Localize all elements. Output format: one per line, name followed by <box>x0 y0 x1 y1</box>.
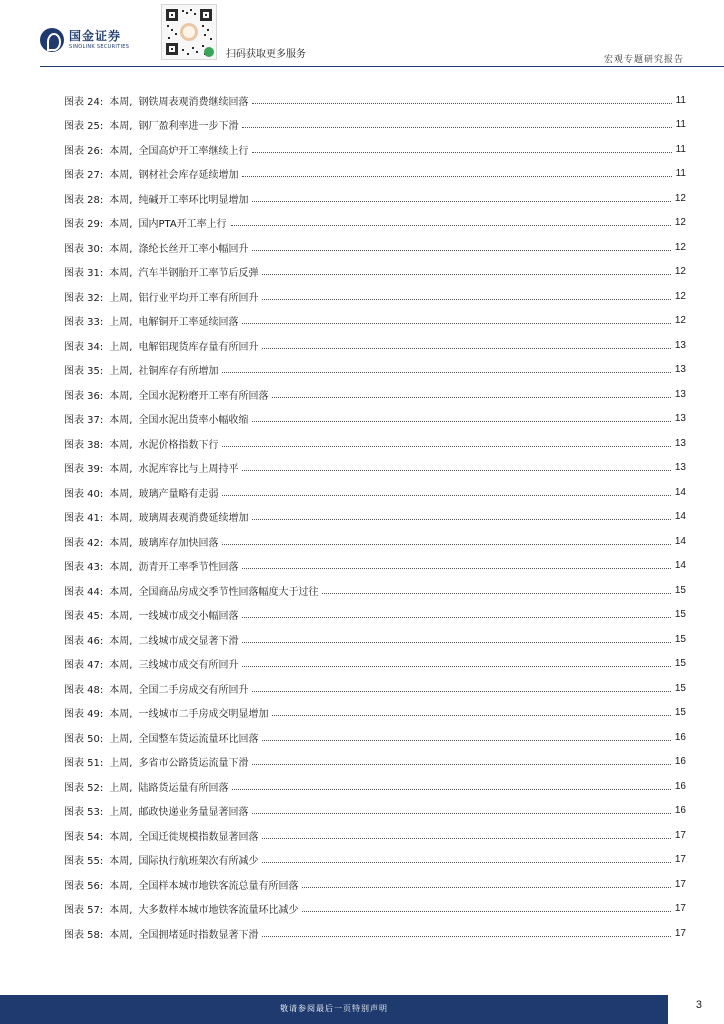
toc-entry-title: 铝行业平均开工率有所回升 <box>138 292 259 304</box>
toc-entry-title: 全国水泥粉磨开工率有所回落 <box>138 390 269 402</box>
toc-dot-leader <box>262 936 670 937</box>
toc-entry-title: 电解铝现货库存量有所回升 <box>138 341 259 353</box>
toc-entry-page: 13 <box>674 413 686 425</box>
toc-entry-title: 全国迁徙规模指数显著回落 <box>138 831 259 843</box>
report-type-label: 宏观专题研究报告 <box>603 55 684 65</box>
toc-dot-leader <box>222 544 670 545</box>
toc-entry-page: 14 <box>674 486 686 498</box>
toc-entry[interactable] <box>64 260 686 285</box>
toc-entry-week: 本周, <box>109 439 133 451</box>
toc-entry-title: 大多数样本城市地铁客流量环比减少 <box>138 905 299 917</box>
toc-entry[interactable] <box>64 823 686 848</box>
toc-entry-title: 玻璃产量略有走弱 <box>138 488 219 500</box>
toc-entry-label: 图表 26: <box>64 145 104 157</box>
toc-entry-title: 国内PTA开工率上行 <box>138 219 227 231</box>
toc-entry-week: 上周, <box>109 292 133 304</box>
toc-entry-page: 17 <box>674 829 686 841</box>
toc-entry-label: 图表 53: <box>64 807 104 819</box>
toc-entry-week: 本周, <box>109 660 133 672</box>
toc-entry-week: 本周, <box>109 170 133 182</box>
toc-entry[interactable] <box>64 137 686 162</box>
company-logo <box>40 28 129 52</box>
toc-entry-label: 图表 39: <box>64 464 104 476</box>
toc-entry-label: 图表 34: <box>64 341 104 353</box>
toc-dot-leader <box>252 152 671 153</box>
toc-entry-label: 图表 55: <box>64 856 104 868</box>
toc-entry-page: 16 <box>674 756 686 768</box>
toc-entry-label: 图表 33: <box>64 317 104 329</box>
toc-dot-leader <box>252 691 670 692</box>
toc-entry-title: 钢铁周表观消费继续回落 <box>138 96 249 108</box>
toc-entry-week: 本周, <box>109 464 133 476</box>
toc-dot-leader <box>242 568 670 569</box>
toc-entry-title: 三线城市成交有所回升 <box>138 660 239 672</box>
toc-dot-leader <box>252 103 671 104</box>
toc-dot-leader <box>272 397 670 398</box>
toc-dot-leader <box>262 348 670 349</box>
toc-entry-week: 本周, <box>109 96 133 108</box>
toc-entry-title: 陆路货运量有所回落 <box>138 782 229 794</box>
toc-entry-title: 水泥价格指数下行 <box>138 439 219 451</box>
toc-entry-title: 多省市公路货运流量下滑 <box>138 758 249 770</box>
toc-entry[interactable] <box>64 921 686 946</box>
toc-entry-title: 全国高炉开工率继续上行 <box>138 145 249 157</box>
toc-entry-page: 15 <box>674 584 686 596</box>
toc-entry[interactable] <box>64 578 686 603</box>
toc-entry[interactable] <box>64 774 686 799</box>
toc-entry[interactable] <box>64 676 686 701</box>
toc-entry-label: 图表 38: <box>64 439 104 451</box>
toc-entry-label: 图表 36: <box>64 390 104 402</box>
toc-entry-week: 本周, <box>109 268 133 280</box>
qr-code-icon[interactable] <box>161 4 217 60</box>
toc-entry-title: 钢厂盈利率进一步下滑 <box>138 121 239 133</box>
toc-dot-leader <box>252 250 670 251</box>
toc-entry-label: 图表 58: <box>64 929 104 941</box>
toc-entry[interactable] <box>64 701 686 726</box>
disclaimer-notice: 敬请参阅最后一页特别声明 <box>280 1004 388 1013</box>
toc-entry-label: 图表 57: <box>64 905 104 917</box>
toc-dot-leader <box>222 372 670 373</box>
toc-entry[interactable] <box>64 529 686 554</box>
toc-entry-title: 涤纶长丝开工率小幅回升 <box>138 243 249 255</box>
toc-entry-page: 12 <box>674 217 686 229</box>
toc-dot-leader <box>302 887 670 888</box>
logo-name-en: SINOLINK SECURITIES <box>69 44 130 50</box>
toc-entry[interactable] <box>64 407 686 432</box>
toc-entry-label: 图表 48: <box>64 684 104 696</box>
toc-entry[interactable] <box>64 88 686 113</box>
toc-entry-week: 本周, <box>109 219 133 231</box>
toc-entry-label: 图表 47: <box>64 660 104 672</box>
toc-entry-page: 13 <box>674 437 686 449</box>
toc-entry-week: 本周, <box>109 905 133 917</box>
header-divider <box>40 66 724 67</box>
toc-entry-label: 图表 27: <box>64 170 104 182</box>
toc-entry-title: 全国样本城市地铁客流总量有所回落 <box>138 880 299 892</box>
toc-dot-leader <box>242 642 670 643</box>
toc-dot-leader <box>252 421 670 422</box>
toc-entry-week: 本周, <box>109 856 133 868</box>
toc-entry-page: 12 <box>674 266 686 278</box>
toc-entry-week: 本周, <box>109 415 133 427</box>
toc-entry-week: 本周, <box>109 586 133 598</box>
toc-dot-leader <box>242 323 670 324</box>
toc-entry-label: 图表 50: <box>64 733 104 745</box>
toc-entry-page: 17 <box>674 927 686 939</box>
toc-entry-week: 本周, <box>109 831 133 843</box>
toc-entry-label: 图表 24: <box>64 96 104 108</box>
toc-entry[interactable] <box>64 456 686 481</box>
toc-entry-title: 二线城市成交显著下滑 <box>138 635 239 647</box>
toc-entry-page: 11 <box>675 143 686 155</box>
toc-entry-label: 图表 32: <box>64 292 104 304</box>
toc-entry[interactable] <box>64 235 686 260</box>
toc-entry-week: 本周, <box>109 488 133 500</box>
toc-dot-leader <box>262 274 670 275</box>
toc-dot-leader <box>272 715 670 716</box>
toc-entry-week: 本周, <box>109 194 133 206</box>
toc-entry-page: 13 <box>674 364 686 376</box>
toc-entry-week: 本周, <box>109 145 133 157</box>
toc-entry-title: 玻璃库存加快回落 <box>138 537 219 549</box>
toc-entry-label: 图表 42: <box>64 537 104 549</box>
toc-dot-leader <box>322 593 670 594</box>
toc-entry-week: 本周, <box>109 709 133 721</box>
toc-entry[interactable] <box>64 799 686 824</box>
toc-entry-title: 一线城市二手房成交明显增加 <box>138 709 269 721</box>
toc-entry-title: 汽车半钢胎开工率节后反弹 <box>138 268 259 280</box>
toc-entry-page: 16 <box>674 731 686 743</box>
toc-entry[interactable] <box>64 872 686 897</box>
toc-entry-week: 本周, <box>109 635 133 647</box>
toc-entry-label: 图表 35: <box>64 366 104 378</box>
toc-entry[interactable] <box>64 186 686 211</box>
toc-entry[interactable] <box>64 382 686 407</box>
toc-entry-week: 上周, <box>109 733 133 745</box>
toc-entry-page: 17 <box>674 854 686 866</box>
toc-entry-page: 11 <box>675 94 686 106</box>
toc-dot-leader <box>252 764 670 765</box>
toc-entry-page: 14 <box>674 535 686 547</box>
toc-entry-title: 沥青开工率季节性回落 <box>138 562 239 574</box>
toc-entry-page: 15 <box>674 609 686 621</box>
toc-entry-title: 全国二手房成交有所回升 <box>138 684 249 696</box>
toc-entry-title: 电解铜开工率延续回落 <box>138 317 239 329</box>
toc-entry-label: 图表 25: <box>64 121 104 133</box>
toc-entry-label: 图表 29: <box>64 219 104 231</box>
toc-entry-week: 本周, <box>109 929 133 941</box>
toc-entry[interactable] <box>64 554 686 579</box>
toc-dot-leader <box>222 495 670 496</box>
toc-entry-week: 本周, <box>109 562 133 574</box>
toc-dot-leader <box>232 789 670 790</box>
toc-entry[interactable] <box>64 652 686 677</box>
toc-entry-label: 图表 44: <box>64 586 104 598</box>
toc-entry-label: 图表 45: <box>64 611 104 623</box>
toc-dot-leader <box>262 740 670 741</box>
toc-entry-page: 12 <box>674 315 686 327</box>
toc-entry-week: 本周, <box>109 880 133 892</box>
toc-entry-title: 钢材社会库存延续增加 <box>138 170 239 182</box>
toc-entry-week: 上周, <box>109 366 133 378</box>
toc-dot-leader <box>242 617 670 618</box>
toc-entry-page: 13 <box>674 388 686 400</box>
toc-entry[interactable] <box>64 848 686 873</box>
toc-entry-week: 上周, <box>109 758 133 770</box>
toc-entry[interactable] <box>64 750 686 775</box>
toc-dot-leader <box>262 299 670 300</box>
toc-entry-week: 上周, <box>109 341 133 353</box>
toc-entry-label: 图表 31: <box>64 268 104 280</box>
toc-entry-page: 11 <box>675 119 686 131</box>
toc-entry-page: 12 <box>674 192 686 204</box>
toc-entry-title: 全国整车货运流量环比回落 <box>138 733 259 745</box>
toc-entry-week: 本周, <box>109 390 133 402</box>
toc-entry-page: 17 <box>674 878 686 890</box>
toc-entry-label: 图表 49: <box>64 709 104 721</box>
toc-entry-page: 16 <box>674 805 686 817</box>
toc-dot-leader <box>302 911 670 912</box>
toc-entry-week: 上周, <box>109 807 133 819</box>
toc-entry-label: 图表 30: <box>64 243 104 255</box>
toc-entry-title: 国际执行航班架次有所减少 <box>138 856 259 868</box>
toc-entry-label: 图表 41: <box>64 513 104 525</box>
toc-entry-label: 图表 52: <box>64 782 104 794</box>
toc-dot-leader <box>262 862 670 863</box>
toc-entry-label: 图表 40: <box>64 488 104 500</box>
toc-dot-leader <box>242 470 670 471</box>
toc-dot-leader <box>252 519 670 520</box>
toc-entry-page: 15 <box>674 633 686 645</box>
toc-entry-label: 图表 46: <box>64 635 104 647</box>
toc-entry-week: 上周, <box>109 782 133 794</box>
toc-entry-page: 12 <box>674 290 686 302</box>
toc-entry[interactable] <box>64 358 686 383</box>
toc-entry-label: 图表 28: <box>64 194 104 206</box>
toc-entry-week: 上周, <box>109 317 133 329</box>
toc-entry[interactable] <box>64 897 686 922</box>
toc-entry-title: 全国拥堵延时指数显著下滑 <box>138 929 259 941</box>
toc-entry[interactable] <box>64 333 686 358</box>
toc-entry[interactable] <box>64 309 686 334</box>
toc-entry-label: 图表 43: <box>64 562 104 574</box>
toc-entry-page: 12 <box>674 241 686 253</box>
toc-entry[interactable] <box>64 113 686 138</box>
toc-entry[interactable] <box>64 284 686 309</box>
toc-entry-title: 水泥库容比与上周持平 <box>138 464 239 476</box>
toc-entry-title: 玻璃周表观消费延续增加 <box>138 513 249 525</box>
toc-entry-week: 本周, <box>109 121 133 133</box>
toc-dot-leader <box>231 225 671 226</box>
page-header <box>0 0 724 68</box>
toc-entry-page: 15 <box>674 707 686 719</box>
toc-entry-week: 本周, <box>109 243 133 255</box>
figure-table-of-contents <box>64 88 686 946</box>
toc-entry-page: 14 <box>674 511 686 523</box>
page-number: 3 <box>695 999 702 1011</box>
logo-name-cn: 国金证券 <box>69 29 122 43</box>
toc-entry[interactable] <box>64 431 686 456</box>
toc-entry[interactable] <box>64 627 686 652</box>
toc-dot-leader <box>262 838 670 839</box>
toc-entry-page: 17 <box>674 903 686 915</box>
toc-entry[interactable] <box>64 505 686 530</box>
toc-dot-leader <box>222 446 670 447</box>
toc-entry-label: 图表 56: <box>64 880 104 892</box>
toc-entry[interactable] <box>64 725 686 750</box>
scan-prompt-text: 扫码获取更多服务 <box>226 49 306 60</box>
toc-entry-title: 社铜库存有所增加 <box>138 366 219 378</box>
page-footer <box>0 995 668 1024</box>
toc-entry-title: 邮政快递业务量显著回落 <box>138 807 249 819</box>
toc-entry-week: 本周, <box>109 537 133 549</box>
toc-entry-label: 图表 37: <box>64 415 104 427</box>
toc-entry-page: 15 <box>674 658 686 670</box>
toc-entry[interactable] <box>64 211 686 236</box>
toc-entry-page: 15 <box>674 682 686 694</box>
toc-entry-page: 13 <box>674 339 686 351</box>
toc-entry-label: 图表 51: <box>64 758 104 770</box>
toc-entry-page: 13 <box>674 462 686 474</box>
toc-entry-label: 图表 54: <box>64 831 104 843</box>
toc-dot-leader <box>252 201 670 202</box>
toc-entry-title: 全国商品房成交季节性回落幅度大于过往 <box>138 586 319 598</box>
toc-entry-title: 纯碱开工率环比明显增加 <box>138 194 249 206</box>
toc-entry-title: 全国水泥出货率小幅收缩 <box>138 415 249 427</box>
toc-dot-leader <box>242 176 671 177</box>
toc-entry-page: 14 <box>674 560 686 572</box>
toc-entry-week: 本周, <box>109 513 133 525</box>
toc-entry-page: 16 <box>674 780 686 792</box>
toc-entry-title: 一线城市成交小幅回落 <box>138 611 239 623</box>
toc-entry-week: 本周, <box>109 684 133 696</box>
toc-dot-leader <box>242 127 671 128</box>
toc-dot-leader <box>252 813 670 814</box>
toc-entry[interactable] <box>64 480 686 505</box>
toc-entry-week: 本周, <box>109 611 133 623</box>
logo-icon <box>40 28 64 52</box>
toc-entry[interactable] <box>64 162 686 187</box>
toc-dot-leader <box>242 666 670 667</box>
toc-entry-page: 11 <box>675 168 686 180</box>
toc-entry[interactable] <box>64 603 686 628</box>
